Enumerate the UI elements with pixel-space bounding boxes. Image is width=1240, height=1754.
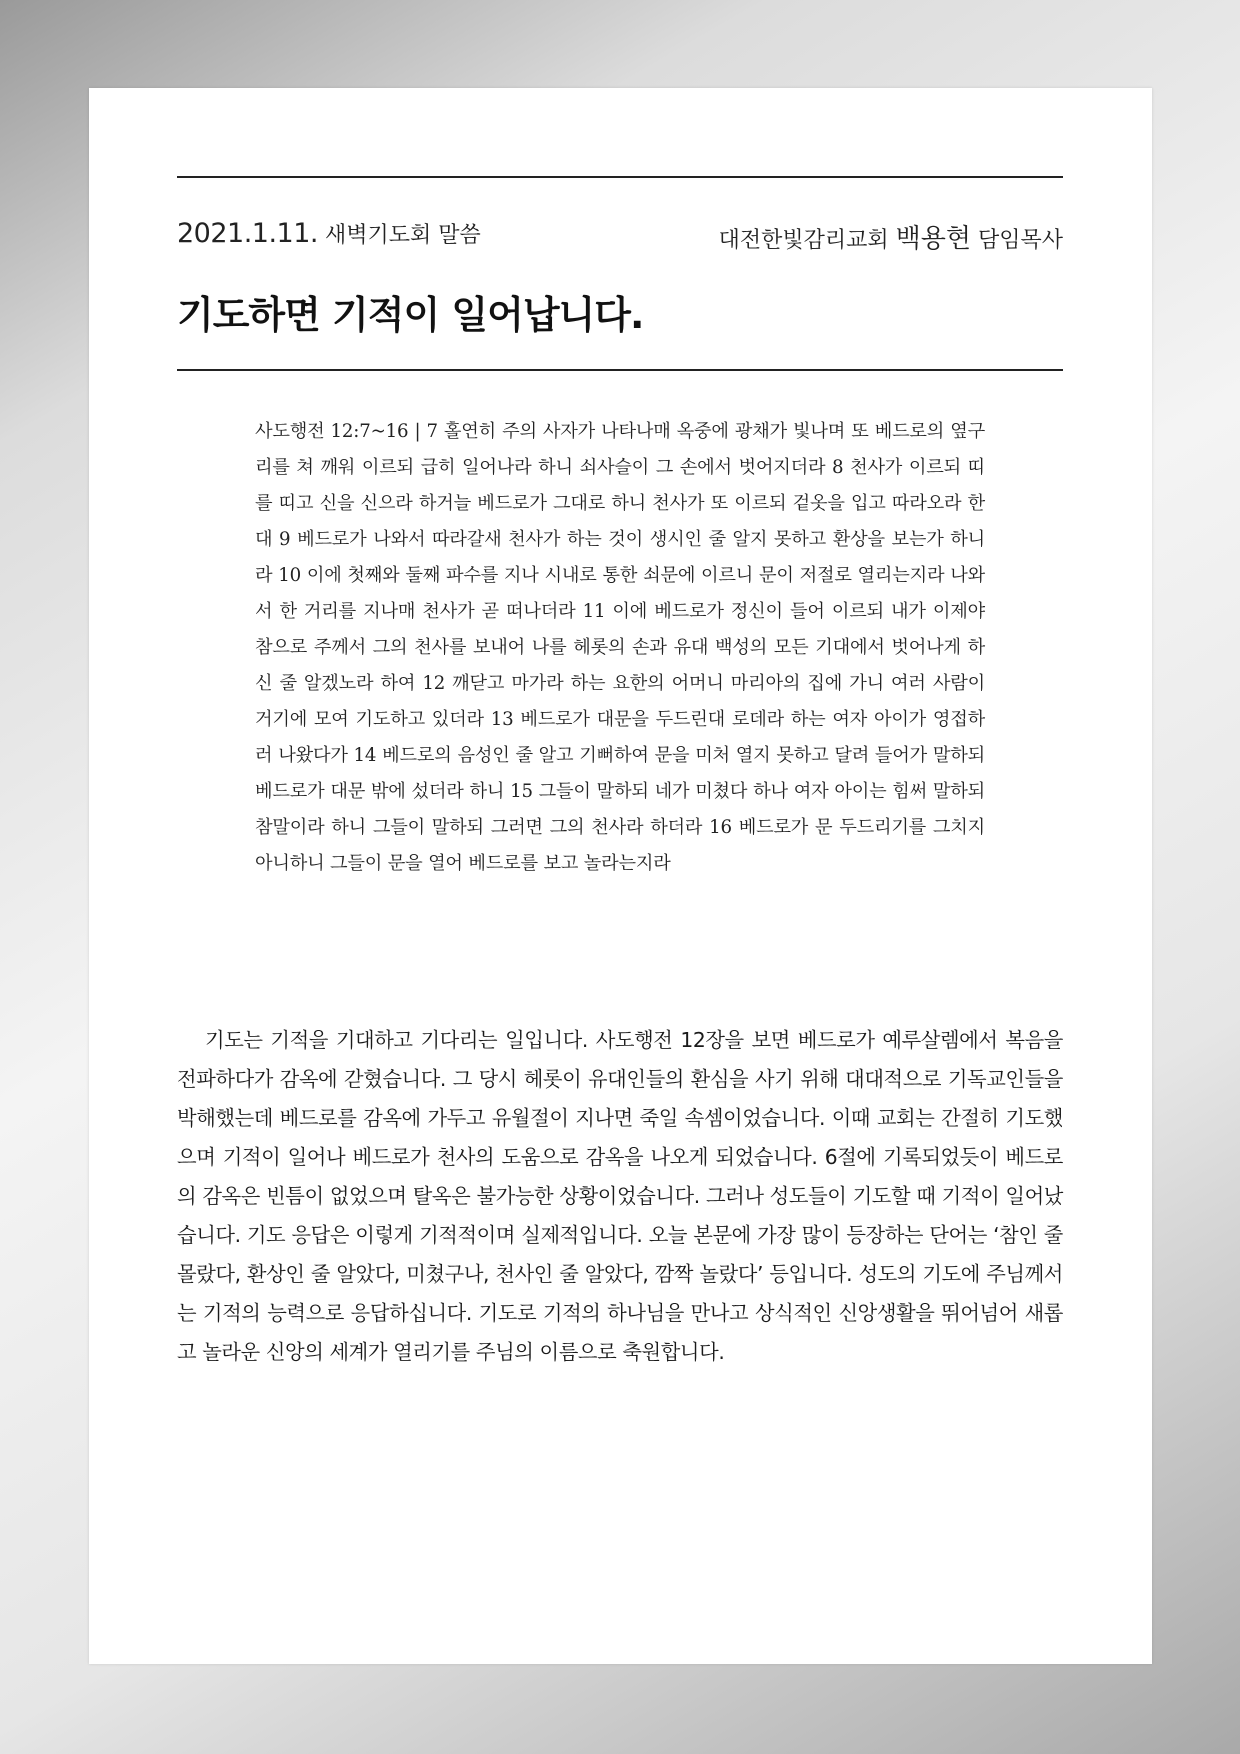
header-meta bbox=[177, 218, 1063, 252]
pastor-name: 백용현 bbox=[895, 224, 971, 254]
top-divider bbox=[177, 176, 1063, 178]
bottom-divider bbox=[177, 369, 1063, 371]
church-name: 대전한빛감리교회 bbox=[718, 228, 889, 253]
sermon-body: 기도는 기적을 기대하고 기다리는 일입니다. 사도행전 12장을 보면 베드로가 예루살렘에서 복음을 전파하다가 감옥에 갇혔습니다. 그 당시 헤롯이 유대인들의 환심을 사기 위해 대대적으로 기독교인들을 박해했는데 베드로를 감옥에 가두고 유월절이 지나면 죽일 속셈이었습니다. 이때 교회는 간절히 기도했으며 기적이 일어나 베드로가 천사의 도움으로 감옥을 나오게 되었습니다. 6절에 기록되었듯이 베드로의 감옥은 빈틈이 없었으며 탈옥은 불가능한 상황이었습니다. 그러나 성도들이 기도할 때 기적이 일어났습니다. 기도 응답은 이렇게 기적적이며 실제적입니다. 오늘 본문에 가장 많이 등장하는 단어는 ‘참인 줄 몰랐다, 환상인 줄 알았다, 미쳤구나, 천사인 줄 알았다, 깜짝 놀랐다’ 등입니다. 성도의 기도에 주님께서는 기적의 능력으로 응답하십니다. 기도로 기적의 하나님을 만나고 상식적인 신앙생활을 뛰어넘어 새롭고 놀라운 신앙의 세계가 열리기를 주님의 이름으로 축원합니다. bbox=[177, 1028, 1063, 1364]
pastor-title: 담임목사 bbox=[977, 228, 1063, 253]
service-info bbox=[177, 218, 481, 249]
service-date: 2021.1.11. bbox=[177, 218, 318, 249]
church-info bbox=[719, 218, 1063, 255]
service-name: 새벽기도회 말씀 bbox=[325, 223, 481, 248]
scripture-passage: 사도행전 12:7~16 | 7 홀연히 주의 사자가 나타나매 옥중에 광채가 빛나며 또 베드로의 옆구리를 쳐 깨워 이르되 급히 일어나라 하니 쇠사슬이 그 손에서 벗어지더라 8 천사가 이르되 띠를 띠고 신을 신으라 하거늘 베드로가 그대로 하니 천사가 또 이르되 겉옷을 입고 따라오라 한대 9 베드로가 나와서 따라갈새 천사가 하는 것이 생시인 줄 알지 못하고 환상을 보는가 하니라 10 이에 첫째와 둘째 파수를 지나 시내로 통한 쇠문에 이르니 문이 저절로 열리는지라 나와서 한 거리를 지나매 천사가 곧 떠나더라 11 이에 베드로가 정신이 들어 이르되 내가 이제야 참으로 주께서 그의 천사를 보내어 나를 헤롯의 손과 유대 백성의 모든 기대에서 벗어나게 하신 줄 알겠노라 하여 12 깨닫고 마가라 하는 요한의 어머니 마리아의 집에 가니 여러 사람이 거기에 모여 기도하고 있더라 13 베드로가 대문을 두드린대 로데라 하는 여자 아이가 영접하러 나왔다가 14 베드로의 음성인 줄 알고 기뻐하여 문을 미처 열지 못하고 달려 들어가 말하되 베드로가 대문 밖에 섰더라 하니 15 그들이 말하되 네가 미쳤다 하나 여자 아이는 힘써 말하되 참말이라 하니 그들이 말하되 그러면 그의 천사라 하더라 16 베드로가 문 두드리기를 그치지 아니하니 그들이 문을 열어 베드로를 보고 놀라는지라 bbox=[255, 421, 985, 874]
document-page bbox=[89, 88, 1152, 1664]
sermon-title: 기도하면 기적이 일어납니다. bbox=[177, 293, 644, 337]
